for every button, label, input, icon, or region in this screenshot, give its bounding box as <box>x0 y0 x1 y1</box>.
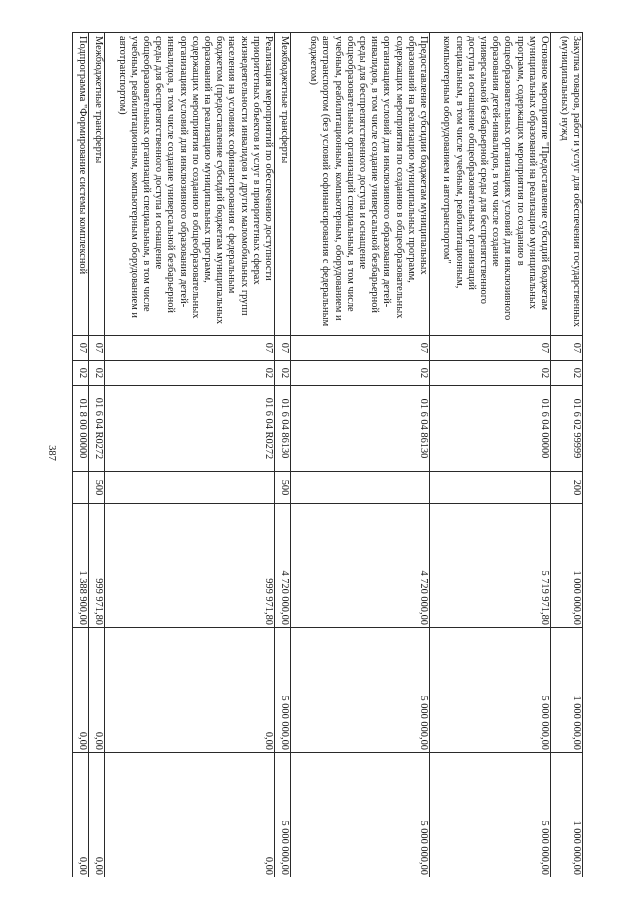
amount-year1-cell: 4 720 000,00 <box>291 504 430 628</box>
amount-year2-cell: 0,00 <box>89 628 105 753</box>
row-name-cell: Подпрограмма "Формирование системы комплексной <box>73 33 89 336</box>
expense-type-cell: 200 <box>551 472 583 504</box>
subsection-code-cell: 02 <box>275 361 291 386</box>
amount-year3-cell: 0,00 <box>89 753 105 878</box>
subsection-code-cell: 02 <box>291 361 430 386</box>
table-row <box>105 33 275 878</box>
budget-table-sheet <box>59 32 583 877</box>
target-article-cell: 01 6 04 R0272 <box>89 386 105 472</box>
rotated-landscape-table <box>59 32 583 877</box>
table-row <box>551 33 583 878</box>
table-row <box>430 33 551 878</box>
amount-year3-cell: 0,00 <box>73 753 89 878</box>
section-code-cell: 07 <box>551 336 583 361</box>
subsection-code-cell: 02 <box>430 361 551 386</box>
target-article-cell: 01 8 00 00000 <box>73 386 89 472</box>
amount-year2-cell: 0,00 <box>73 628 89 753</box>
amount-year1-cell: 5 719 971,80 <box>430 504 551 628</box>
amount-year2-cell: 1 000 000,00 <box>551 628 583 753</box>
row-name-cell: Предоставление субсидии бюджетам муниципальных образований на реализацию муниципальных программ, содержащих мероприятия по созданию в общеобразовательных организациях условий для инклюзивного образования детей-инвалидов, в том числе создание универсальной безбарьерной среды для беспрепятственного доступа и оснащение общеобразовательных организаций специальным, в том числе учебным, реабилитационным, компьютерным, оборудованием и автотранспортом (без условий софинансирования с федеральным бюджетом) <box>291 33 430 336</box>
amount-year2-cell: 5 000 000,00 <box>275 628 291 753</box>
section-code-cell: 07 <box>275 336 291 361</box>
amount-year1-cell: 1 388 900,00 <box>73 504 89 628</box>
amount-year3-cell: 5 000 000,00 <box>430 753 551 878</box>
amount-year1-cell: 4 720 000,00 <box>275 504 291 628</box>
row-name-cell: Закупка товаров, работ и услуг для обеспечения государственных (муниципальных) нужд <box>551 33 583 336</box>
expense-type-cell <box>430 472 551 504</box>
amount-year1-cell: 999 971,80 <box>89 504 105 628</box>
section-code-cell: 07 <box>105 336 275 361</box>
section-code-cell: 07 <box>89 336 105 361</box>
amount-year3-cell: 1 000 000,00 <box>551 753 583 878</box>
expense-type-cell: 500 <box>89 472 105 504</box>
target-article-cell: 01 6 04 86130 <box>275 386 291 472</box>
expense-type-cell <box>105 472 275 504</box>
amount-year2-cell: 5 000 000,00 <box>291 628 430 753</box>
table-row <box>89 33 105 878</box>
expense-type-cell <box>73 472 89 504</box>
section-code-cell: 07 <box>291 336 430 361</box>
subsection-code-cell: 02 <box>89 361 105 386</box>
subsection-code-cell: 02 <box>105 361 275 386</box>
amount-year2-cell: 5 000 000,00 <box>430 628 551 753</box>
amount-year3-cell: 5 000 000,00 <box>291 753 430 878</box>
amount-year3-cell: 0,00 <box>105 753 275 878</box>
page-number: 387 <box>46 445 57 461</box>
target-article-cell: 01 6 04 R0272 <box>105 386 275 472</box>
table-row <box>275 33 291 878</box>
expense-type-cell: 500 <box>275 472 291 504</box>
expense-type-cell <box>291 472 430 504</box>
target-article-cell: 01 6 04 00000 <box>430 386 551 472</box>
table-row <box>73 33 89 878</box>
table-row <box>291 33 430 878</box>
budget-allocation-table <box>72 32 583 877</box>
amount-year1-cell: 1 000 000,00 <box>551 504 583 628</box>
target-article-cell: 01 6 02 99999 <box>551 386 583 472</box>
section-code-cell: 07 <box>430 336 551 361</box>
row-name-cell: Межбюджетные трансферты <box>275 33 291 336</box>
target-article-cell: 01 6 04 86130 <box>291 386 430 472</box>
amount-year2-cell: 0,00 <box>105 628 275 753</box>
row-name-cell: Межбюджетные трансферты <box>89 33 105 336</box>
amount-year1-cell: 999 971,80 <box>105 504 275 628</box>
row-name-cell: Реализация мероприятий по обеспечению доступности приоритетных объектов и услуг в приоритетных сферах жизнедеятельности инвалидов и других маломобильных групп населения на условиях софинансирования с федеральным бюджетом (предоставление субсидий бюджетам муниципальных образований на реализацию муниципальных программ, содержащих мероприятия по созданию в общеобразовательных организациях условий для инклюзивного образования детей-инвалидов, в том числе создание универсальной безбарьерной среды для беспрепятственного доступа и оснащение общеобразовательных организаций специальным, в том числе учебным, реабилитационным, компьютерным оборудованием и автотранспортом) <box>105 33 275 336</box>
subsection-code-cell: 02 <box>551 361 583 386</box>
row-name-cell: Основное мероприятие "Предоставление субсидий бюджетам муниципальных образований на реализацию муниципальных программ, содержащих мероприятия по созданию в общеобразовательных организациях условий для инклюзивного образования детей-инвалидов, в том числе создание универсальной безбарьерной среды для беспрепятственного доступа и оснащение общеобразовательных организаций специальным, в том числе учебным, реабилитационным, компьютерным оборудованием и автотранспортом" <box>430 33 551 336</box>
section-code-cell: 07 <box>73 336 89 361</box>
subsection-code-cell: 02 <box>73 361 89 386</box>
amount-year3-cell: 5 000 000,00 <box>275 753 291 878</box>
